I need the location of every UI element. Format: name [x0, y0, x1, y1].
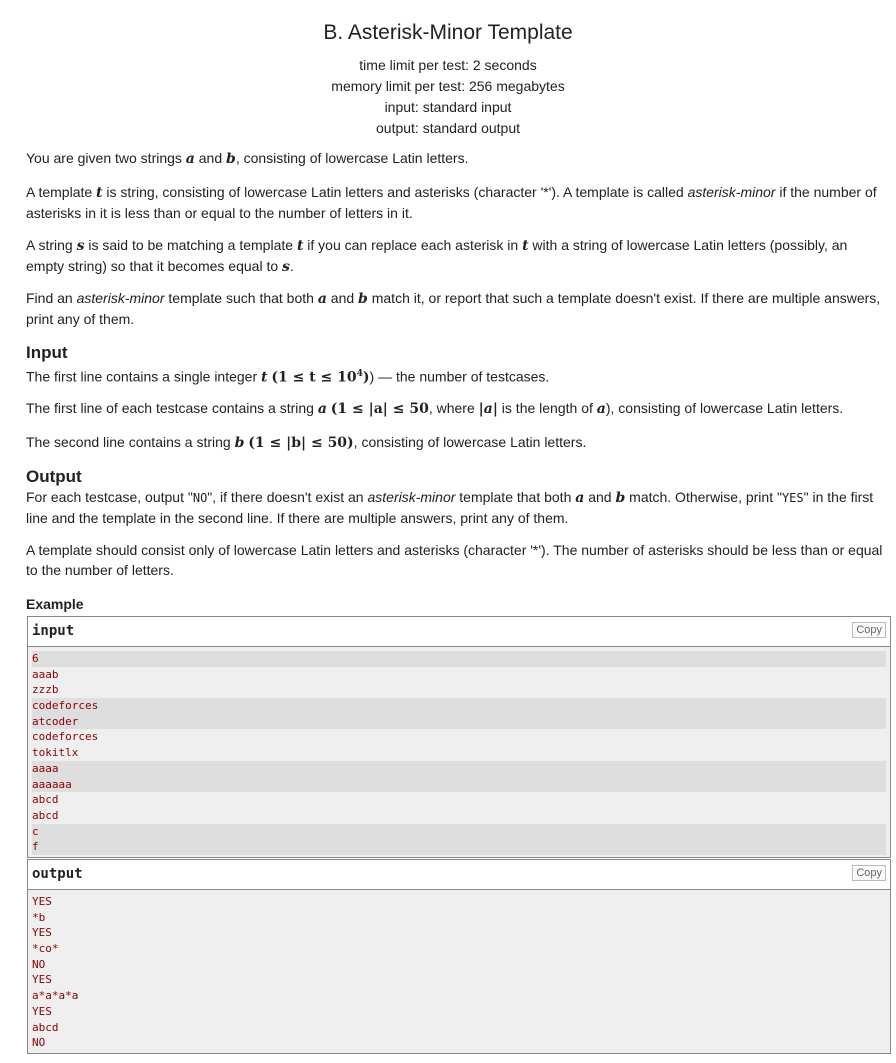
example-output-line: NO: [32, 1036, 46, 1050]
memory-limit: memory limit per test: 256 megabytes: [331, 78, 565, 94]
statement-paragraph-1: You are given two strings a and b, consisting of lowercase Latin letters.: [26, 150, 469, 167]
example-input-line: f: [32, 839, 886, 855]
copy-input-button[interactable]: Copy: [852, 622, 886, 638]
example-input-label: input: [32, 623, 75, 639]
example-input-line: abcd: [32, 793, 59, 807]
example-output-line: YES: [32, 1004, 52, 1018]
example-input-line: codeforces: [32, 698, 886, 714]
example-output-header: [28, 860, 890, 890]
example-input-header: [28, 617, 890, 647]
output-line-1: For each testcase, output "NO", if there doesn't exist an asterisk-minor template that both a and b match. Otherwise, print "YES" in the first line and the template in the second line. If there are multiple answers, print any of them.: [26, 489, 874, 526]
example-output-line: a*a*a*a: [32, 989, 79, 1003]
time-limit: time limit per test: 2 seconds: [359, 57, 537, 73]
example-input-box: [27, 616, 891, 858]
statement-paragraph-3: A string s is said to be matching a template t if you can replace each asterisk in t with a string of lowercase Latin letters (possibly, an empty string) so that it becomes equal to s.: [26, 237, 848, 275]
example-input-line: abcd: [32, 808, 59, 822]
example-output-line: *co*: [32, 942, 59, 956]
input-line-3: The second line contains a string b (1 ≤ |b| ≤ 50), consisting of lowercase Latin letters.: [26, 434, 587, 451]
example-output-line: *b: [32, 910, 46, 924]
example-input-line: c: [32, 824, 886, 840]
input-heading: Input: [26, 343, 68, 362]
example-input-line: 6: [32, 651, 886, 667]
example-input-line: zzzb: [32, 683, 59, 697]
input-line-2: The first line of each testcase contains a string a (1 ≤ |a| ≤ 50, where |a| is the length of a), consisting of lowercase Latin letters.: [26, 400, 844, 417]
example-output-lines: [28, 890, 890, 1051]
copy-output-button[interactable]: Copy: [852, 865, 886, 881]
input-source: input: standard input: [384, 99, 512, 115]
example-output-line: YES: [32, 895, 52, 908]
problem-header: [0, 0, 896, 139]
output-heading: Output: [26, 467, 82, 486]
output-line-2: A template should consist only of lowercase Latin letters and asterisks (character '*'). The number of asterisks should be less than or equal to the number of letters.: [26, 542, 883, 578]
example-input-line: aaaaaa: [32, 777, 886, 793]
input-line-1: The first line contains a single integer t $(1 \le t \le 10^4)$) — the number of testcases.: [26, 368, 550, 386]
example-input-line: atcoder: [32, 714, 886, 730]
example-output-line: YES: [32, 926, 52, 940]
statement-paragraph-4: Find an asterisk-minor template such that both a and b match it, or report that such a template doesn't exist. If there are multiple answers, print any of them.: [26, 290, 881, 327]
example-output-box: [27, 859, 891, 1054]
example-input-line: aaaa: [32, 761, 886, 777]
example-input-lines: [28, 647, 890, 855]
example-label: Example: [26, 596, 84, 612]
example-output-line: YES: [32, 973, 52, 987]
problem-title: B. Asterisk-Minor Template: [323, 21, 573, 44]
example-output-line: abcd: [32, 1020, 59, 1034]
output-source: output: standard output: [376, 120, 520, 136]
example-output-line: NO: [32, 957, 46, 971]
example-input-line: codeforces: [32, 730, 99, 744]
example-input-line: aaab: [32, 667, 59, 681]
example-output-label: output: [32, 866, 83, 882]
statement-paragraph-2: A template t is string, consisting of lowercase Latin letters and asterisks (character '*'). A template is called asterisk-minor if the number of asterisks in it is less than or equal to the number of letters in it.: [26, 184, 877, 221]
example-input-line: tokitlx: [32, 746, 79, 760]
